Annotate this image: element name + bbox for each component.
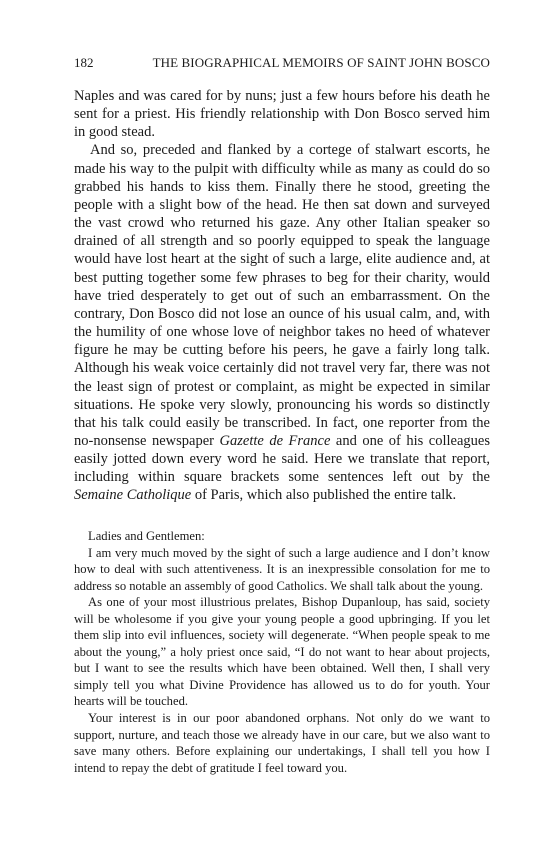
newspaper-title: Gazette de France — [219, 432, 331, 449]
speech-paragraph-1: I am very much moved by the sight of such a large audience and I don’t know how to deal with such attentiveness. It is an inexpressible consolation for me to address so notable an assembly of good Catholics. We shall talk about the young. — [74, 545, 490, 593]
paragraph-2 — [74, 141, 490, 504]
speech-paragraph-3: Your interest is in our poor abandoned orphans. Not only do we want to support, nurture, and teach those we already have in our care, but we also want to save many others. Before explaining our undertakings, I shall tell you how I intend to repay the debt of gratitude I feel toward you. — [74, 711, 490, 775]
running-head: THE BIOGRAPHICAL MEMOIRS OF SAINT JOHN BOSCO — [152, 55, 490, 70]
paragraph-2-middle: and one of his colleagues easily jotted down every word he said. Here we translate that report, including within square brackets some sentences left out by the — [74, 432, 490, 486]
speech-salutation: Ladies and Gentlemen: — [88, 529, 205, 543]
speech-extract — [74, 528, 490, 776]
paragraph-1: Naples and was cared for by nuns; just a few hours before his death he sent for a priest. His friendly relationship with Don Bosco served him in good stead. — [74, 88, 490, 141]
speech-paragraph-2: As one of your most illustrious prelates, Bishop Dupanloup, has said, society will be wholesome if you give your young people a good upbringing. If you let them slip into evil influences, society will degenerate. “When people speak to me about the young,” a holy priest once said, “I do not want to hear about projects, but I want to see the results which have been obtained. Well then, I shall very simply tell you what Divine Providence has allowed us to do for youth. Your hearts will be touched. — [74, 595, 490, 709]
publication-title: Semaine Catholique — [74, 487, 192, 504]
paragraph-2-end: of Paris, which also published the entire talk. — [194, 487, 457, 504]
page-number: 182 — [74, 55, 94, 70]
page-header — [74, 55, 490, 71]
body-text — [74, 87, 490, 505]
paragraph-2-text: And so, preceded and flanked by a cortege of stalwart escorts, he made his way to the pulpit with difficulty while as many as could do so grabbed his hands to kiss them. Finally there he stood, greeting the people with a slight bow of the head. He then sat down and surveyed the vast crowd who returned his gaze. Any other Italian speaker so drained of all strength and so poorly equipped to speak the language would have lost heart at the sight of such a large, elite audience and, at best putting together some few phrases to beg for their charity, would have tried desperately to get out of such an embarrassment. On the contrary, Don Bosco did not lose an ounce of his usual calm, and, with the humility of one whose love of neighbor takes no heed of whatever figure he may be cutting before his peers, he gave a fairly long talk. Although his weak voice certainly did not travel very far, there was not the least sign of protest or complaint, as might be expected in similar situations. He spoke very slowly, pronouncing his words so distinctly that his talk could easily be transcribed. In fact, one reporter from the no-nonsense newspaper — [74, 142, 490, 449]
